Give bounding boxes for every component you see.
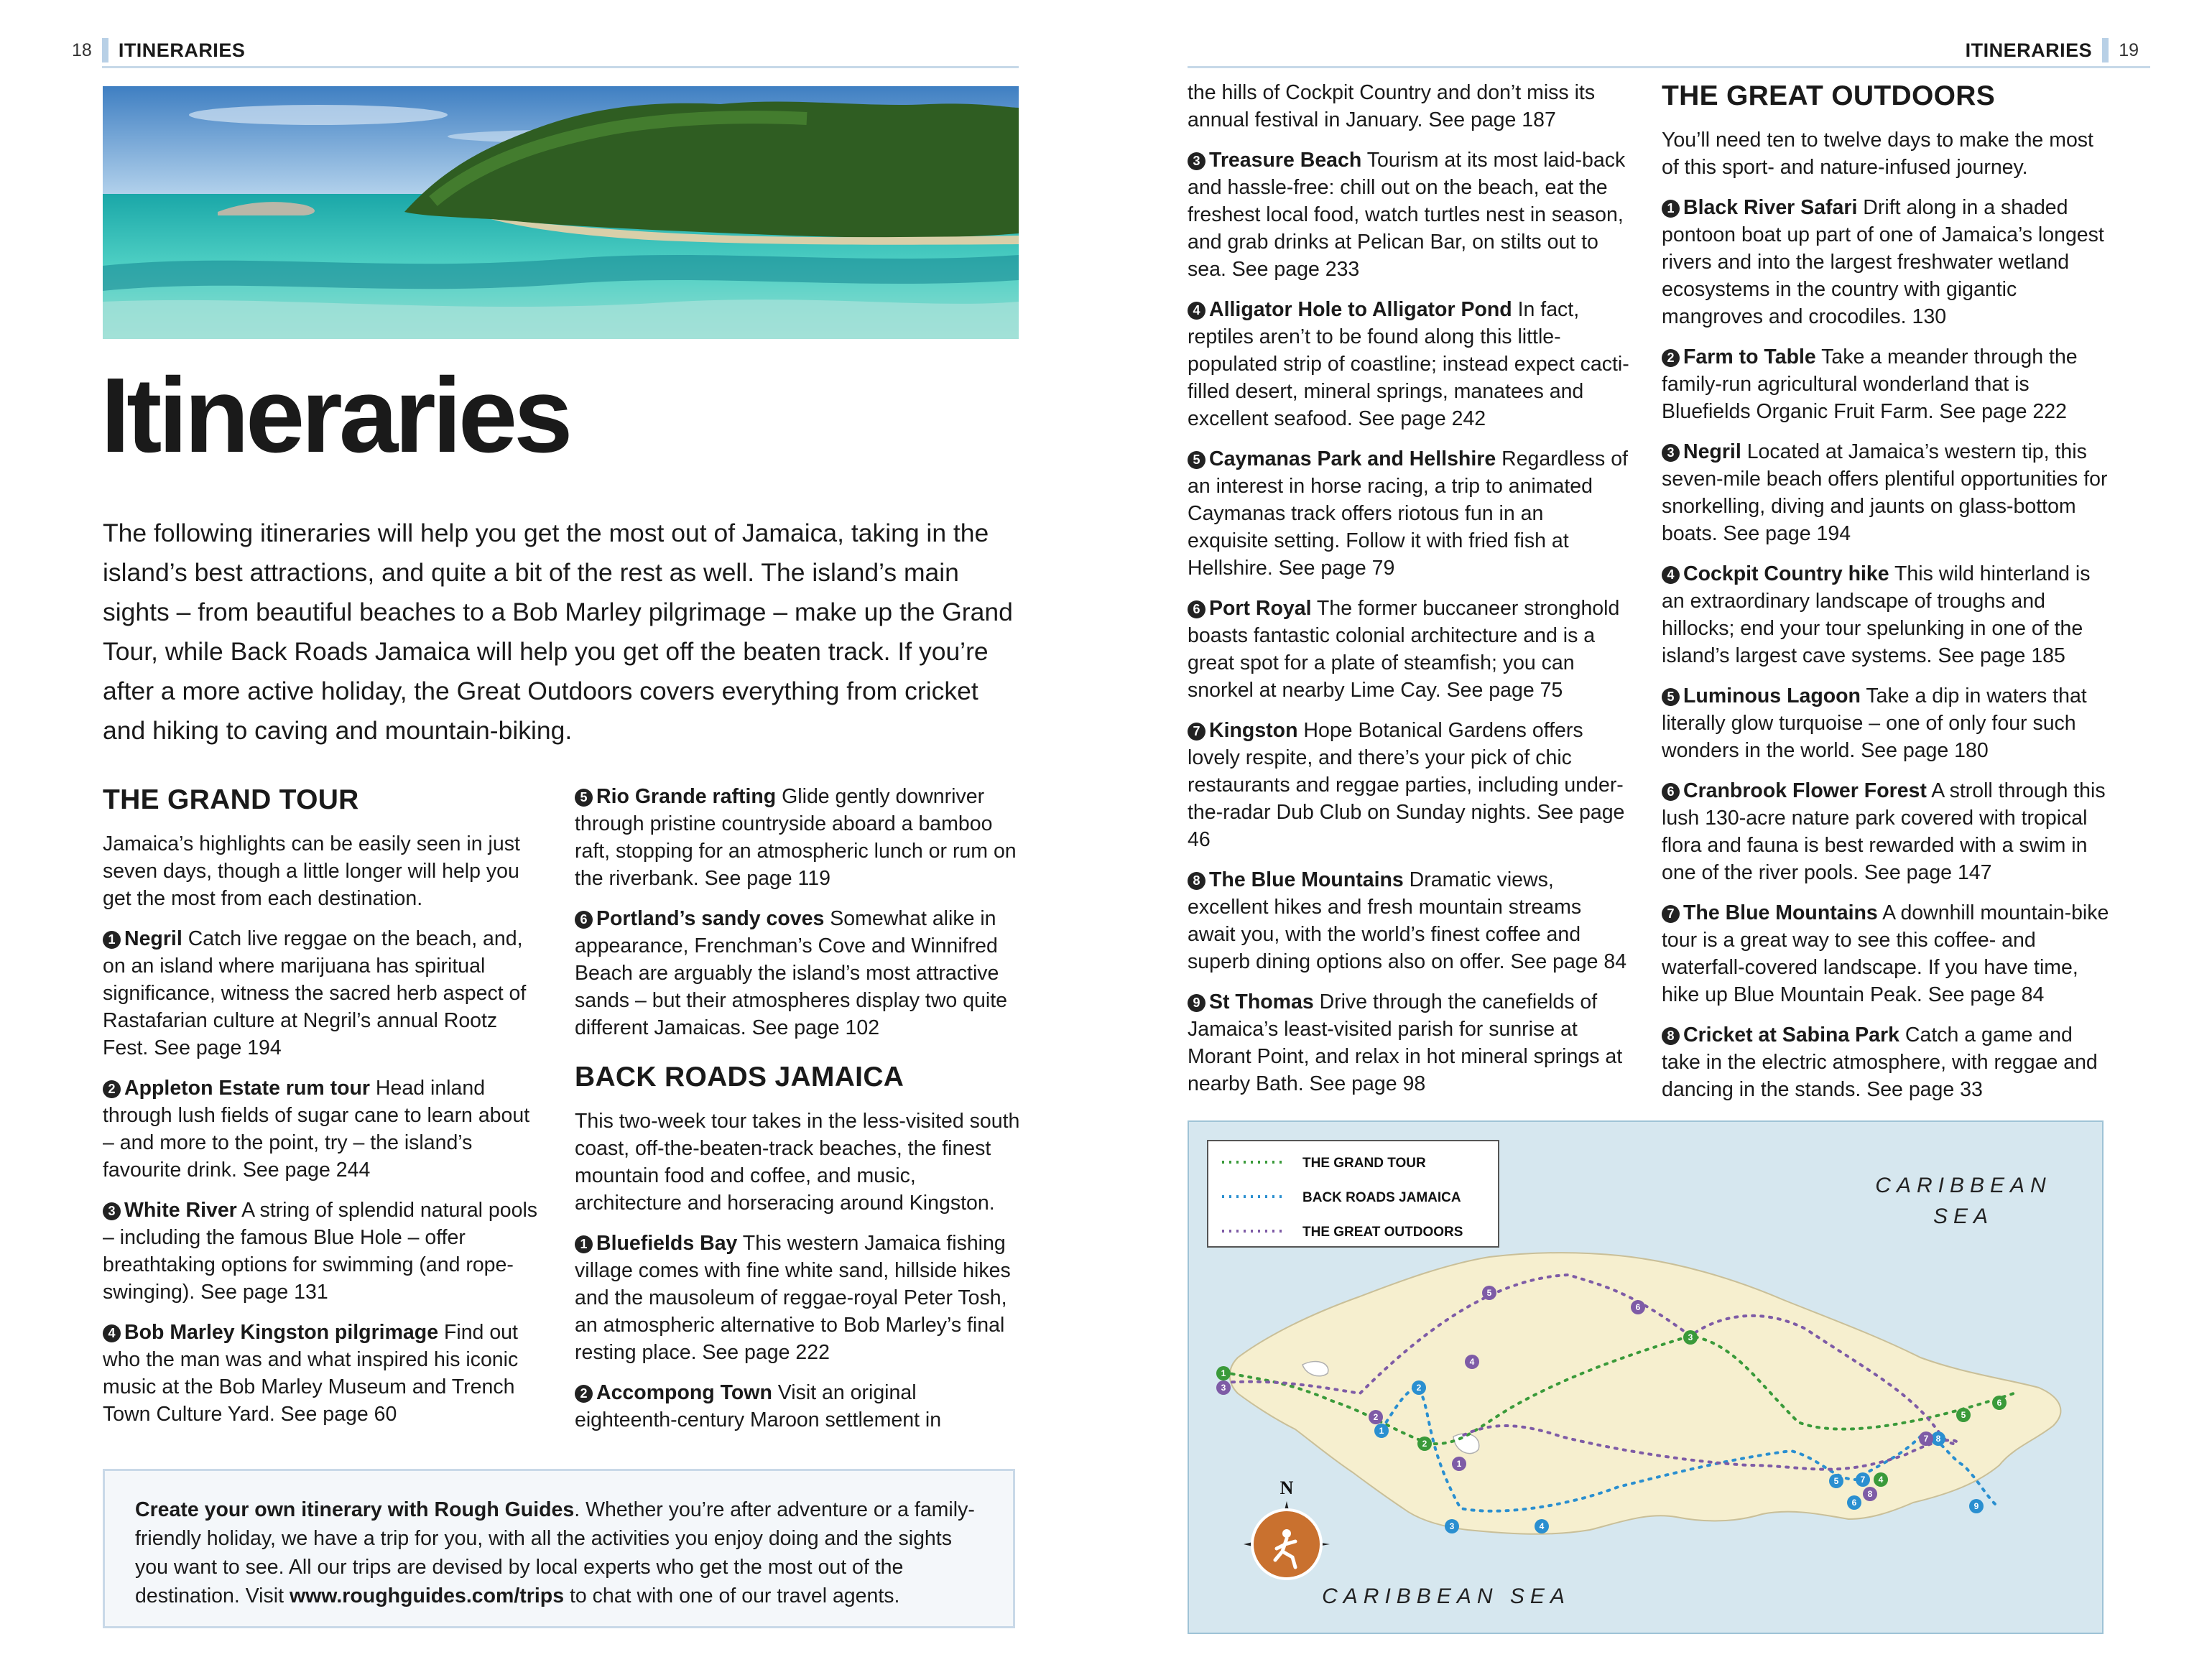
item-title: Negril bbox=[1683, 440, 1741, 463]
item-title: The Blue Mountains bbox=[1209, 868, 1404, 891]
grand-tour-item bbox=[575, 905, 1020, 1041]
item-text: Dramatic views, excellent hikes and fresh mountain streams await you, with the world’s finest coffee and superb dining options also on offer. See page 84 bbox=[1188, 868, 1627, 973]
item-text: Take a meander through the family-run agricultural wonderland that is Bluefields Organic Fruit Farm. See page 222 bbox=[1662, 345, 2078, 423]
map-marker bbox=[1216, 1380, 1231, 1395]
map-marker bbox=[1369, 1410, 1383, 1424]
running-head-right bbox=[1183, 36, 2139, 65]
item-title: Treasure Beach bbox=[1209, 149, 1362, 172]
page-number-left: 18 bbox=[72, 40, 92, 60]
number-badge: 5 bbox=[1662, 688, 1680, 706]
great-outdoors-item bbox=[1662, 560, 2111, 669]
legend-label: BACK ROADS JAMAICA bbox=[1302, 1190, 1461, 1205]
marker-label: 4 bbox=[1469, 1357, 1475, 1367]
item-title: Appleton Estate rum tour bbox=[124, 1077, 371, 1100]
great-outdoors-item bbox=[1662, 438, 2111, 547]
item-title: Farm to Table bbox=[1683, 345, 1816, 368]
grand-tour-heading: THE GRAND TOUR bbox=[103, 784, 359, 815]
map-legend bbox=[1208, 1141, 1499, 1247]
number-badge: 6 bbox=[1662, 783, 1680, 801]
item-text: Find out who the man was and what inspired his iconic music at the Bob Marley Museum and Trench Town Culture Yard. See page 60 bbox=[103, 1321, 519, 1426]
map-marker bbox=[1874, 1472, 1888, 1487]
marker-label: 2 bbox=[1373, 1412, 1379, 1422]
back-roads-item bbox=[1188, 595, 1629, 704]
item-text: Head inland through lush fields of sugar cane to learn about – and more to the point, try – the island’s favourite drink. See page 244 bbox=[103, 1077, 530, 1182]
item-text: This western Jamaica fishing village comes with fine white sand, hillside hikes and the mausoleum of reggae-royal Peter Tosh, an atmospheric alternative to Bob Marley’s final resting place. See page 222 bbox=[575, 1232, 1011, 1364]
map-marker bbox=[1465, 1355, 1479, 1369]
item-title: Bob Marley Kingston pilgrimage bbox=[124, 1321, 439, 1344]
promo-body-end: to chat with one of our travel agents. bbox=[564, 1584, 900, 1607]
map-marker bbox=[1412, 1380, 1426, 1395]
number-badge: 5 bbox=[575, 789, 593, 807]
number-badge: 7 bbox=[1662, 905, 1680, 923]
map-marker bbox=[1969, 1499, 1984, 1513]
marker-label: 5 bbox=[1833, 1476, 1839, 1486]
item-title: Cockpit Country hike bbox=[1683, 562, 1889, 585]
number-badge: 6 bbox=[1188, 600, 1205, 618]
great-outdoors-intro: You’ll need ten to twelve days to make the most of this sport- and nature-infused journey. bbox=[1662, 129, 2093, 179]
marker-label: 5 bbox=[1961, 1410, 1966, 1420]
legend-label: THE GRAND TOUR bbox=[1302, 1156, 1426, 1171]
promo-url-link[interactable]: www.roughguides.com/trips bbox=[289, 1584, 565, 1607]
compass-north-label: N bbox=[1279, 1477, 1294, 1498]
back-roads-item bbox=[1188, 717, 1629, 853]
marker-label: 4 bbox=[1539, 1521, 1545, 1531]
item-text: Catch a game and take in the electric atmosphere, with reggae and dancing in the stands. See page 33 bbox=[1662, 1024, 2098, 1101]
item-title: Caymanas Park and Hellshire bbox=[1209, 447, 1496, 470]
grand-tour-intro: Jamaica’s highlights can be easily seen in just seven days, though a little longer will help you get the most from each destination. bbox=[103, 832, 520, 910]
number-badge: 5 bbox=[1188, 451, 1205, 469]
intro-paragraph: The following itineraries will help you get the most out of Jamaica, taking in the island’s best attractions, and quite a bit of the rest as well. The island’s main sights – from beautiful beaches to a Bob Marley pilgrimage – make up the Grand Tour, while Back Roads Jamaica will help you get off the beaten track. If you’re after a more active holiday, the Great Outdoors covers everything from cricket and hiking to caving and mountain-biking. bbox=[103, 519, 1013, 745]
sea-label-north: CARIBBEAN bbox=[1875, 1174, 2052, 1197]
great-outdoors-heading: THE GREAT OUTDOORS bbox=[1662, 80, 1996, 111]
back-roads-item bbox=[575, 1230, 1020, 1366]
grand-tour-column bbox=[103, 783, 545, 1441]
item-text: Located at Jamaica’s western tip, this seven-mile beach offers plentiful opportunities for snorkelling, diving and jaunts on glass-bottom boats. See page 194 bbox=[1662, 440, 2108, 545]
map-marker bbox=[1992, 1396, 2007, 1410]
item-title: Cranbrook Flower Forest bbox=[1683, 779, 1927, 802]
back-roads-item bbox=[1188, 445, 1629, 582]
marker-label: 8 bbox=[1935, 1434, 1941, 1444]
marker-label: 1 bbox=[1379, 1426, 1384, 1436]
running-head-rule-left bbox=[102, 66, 1019, 68]
running-head-bar bbox=[2102, 38, 2109, 62]
map-marker bbox=[1631, 1300, 1645, 1314]
back-roads-item bbox=[1188, 296, 1629, 432]
item-title: Rio Grande rafting bbox=[596, 785, 777, 808]
item-title: Black River Safari bbox=[1683, 196, 1858, 219]
grand-tour-item bbox=[103, 925, 545, 1062]
item-text: A downhill mountain-bike tour is a great way to see this coffee- and waterfall-covered landscape. If you have time, hike up Blue Mountain Peak. See page 84 bbox=[1662, 901, 2109, 1006]
number-badge: 8 bbox=[1662, 1027, 1680, 1045]
marker-label: 1 bbox=[1456, 1459, 1462, 1469]
item-text: Hope Botanical Gardens offers lovely respite, and there’s your pick of chic restaurants and reggae parties, including under-the-radar Dub Club on Sunday nights. See page 46 bbox=[1188, 719, 1625, 851]
marker-label: 8 bbox=[1867, 1489, 1873, 1499]
item-text: Visit an original eighteenth-century Maroon settlement in bbox=[575, 1381, 942, 1431]
beach-photo bbox=[103, 86, 1019, 339]
back-roads-item bbox=[1188, 866, 1629, 975]
back-roads-item bbox=[575, 1379, 1020, 1434]
number-badge: 7 bbox=[1188, 723, 1205, 741]
grand-tour-item bbox=[103, 1197, 545, 1306]
map-marker bbox=[1847, 1495, 1861, 1510]
back-roads-item bbox=[1188, 147, 1629, 283]
item-text: In fact, reptiles aren’t to be found along this little-populated strip of coastline; instead expect cacti-filled desert, mineral springs, manatees and excellent seafood. See page 242 bbox=[1188, 298, 1629, 430]
item-title: Alligator Hole to Alligator Pond bbox=[1209, 298, 1512, 321]
item-title: Bluefields Bay bbox=[596, 1232, 738, 1255]
number-badge: 2 bbox=[1662, 349, 1680, 367]
number-badge: 9 bbox=[1188, 994, 1205, 1012]
item-title: Negril bbox=[124, 927, 182, 950]
page-title: Itineraries bbox=[101, 356, 570, 475]
item-title: Luminous Lagoon bbox=[1683, 684, 1861, 707]
grand-tour-item bbox=[103, 1319, 545, 1428]
legend-label: THE GREAT OUTDOORS bbox=[1302, 1225, 1463, 1240]
marker-label: 3 bbox=[1221, 1383, 1226, 1393]
map-marker bbox=[1445, 1519, 1459, 1533]
left-page bbox=[0, 0, 1094, 1680]
great-outdoors-item bbox=[1662, 1021, 2111, 1103]
map-marker bbox=[1683, 1330, 1698, 1345]
back-roads-continued-lead: the hills of Cockpit Country and don’t miss its annual festival in January. See page 187 bbox=[1188, 81, 1596, 131]
map-marker bbox=[1374, 1424, 1389, 1438]
marker-label: 5 bbox=[1486, 1288, 1492, 1298]
number-badge: 8 bbox=[1188, 872, 1205, 890]
item-text: Catch live reggae on the beach, and, on an island where marijuana has spiritual significance, witness the sacred herb aspect of Rastafarian culture at Negril’s annual Rootz Fest. See page 194 bbox=[103, 927, 527, 1059]
grand-tour-item bbox=[575, 783, 1020, 892]
item-text: Somewhat alike in appearance, Frenchman’s Cove and Winnifred Beach are arguably the island’s most attractive sands – but their atmospheres display two quite different Jamaicas. See page 102 bbox=[575, 907, 1008, 1039]
item-text: This wild hinterland is an extraordinary landscape of troughs and hillocks; end your tour spelunking in one of the island’s largest cave systems. See page 185 bbox=[1662, 562, 2091, 667]
map-marker bbox=[1452, 1457, 1466, 1471]
item-text: Tourism at its most laid-back and hassle-free: chill out on the beach, eat the freshest local food, watch turtles nest in season, and grab drinks at Pelican Bar, on stilts out to sea. See page 233 bbox=[1188, 149, 1626, 281]
item-title: Portland’s sandy coves bbox=[596, 907, 825, 930]
item-title: Cricket at Sabina Park bbox=[1683, 1024, 1899, 1046]
running-head-bar bbox=[102, 38, 108, 62]
item-text: Take a dip in waters that literally glow turquoise – one of only four such wonders in the world. See page 180 bbox=[1662, 684, 2087, 762]
jamaica-map-svg bbox=[1188, 1120, 2104, 1634]
map-marker bbox=[1956, 1408, 1971, 1422]
number-badge: 6 bbox=[575, 911, 593, 929]
item-text: A string of splendid natural pools – including the famous Blue Hole – offer breathtaking options for swimming (and rope-swinging). See page 131 bbox=[103, 1199, 538, 1304]
number-badge: 2 bbox=[103, 1080, 121, 1098]
marker-label: 2 bbox=[1422, 1439, 1427, 1449]
map-marker bbox=[1829, 1474, 1843, 1488]
great-outdoors-item bbox=[1662, 899, 2111, 1008]
page-number-right: 19 bbox=[2119, 40, 2139, 60]
running-head-title-left: ITINERARIES bbox=[118, 39, 246, 61]
grand-tour-column-2 bbox=[575, 783, 1020, 1447]
running-head-rule-right bbox=[1188, 66, 2150, 68]
grand-tour-item bbox=[103, 1075, 545, 1184]
number-badge: 3 bbox=[1662, 444, 1680, 462]
itinerary-map bbox=[1188, 1120, 2104, 1634]
marker-label: 6 bbox=[1635, 1302, 1641, 1312]
sea-label-south: CARIBBEAN SEA bbox=[1322, 1584, 1570, 1608]
great-outdoors-item bbox=[1662, 194, 2111, 330]
item-text: Drive through the canefields of Jamaica’s least-visited parish for sunrise at Morant Point, and relax in hot mineral springs at nearby Bath. See page 98 bbox=[1188, 990, 1623, 1095]
marker-label: 4 bbox=[1878, 1475, 1884, 1485]
running-head-title-right: ITINERARIES bbox=[1965, 39, 2093, 61]
item-text: Drift along in a shaded pontoon boat up part of one of Jamaica’s longest rivers and into the largest freshwater wetland ecosystems in the country with gigantic mangroves and crocodiles. 130 bbox=[1662, 196, 2104, 328]
number-badge: 1 bbox=[103, 931, 121, 949]
item-title: Port Royal bbox=[1209, 597, 1312, 620]
marker-label: 6 bbox=[1996, 1398, 2002, 1408]
great-outdoors-column bbox=[1662, 79, 2111, 1116]
item-text: The former buccaneer stronghold boasts fantastic colonial architecture and is a great spot for a plate of steamfish; you can snorkel at nearby Lime Cay. See page 75 bbox=[1188, 597, 1620, 702]
back-roads-intro: This two-week tour takes in the less-visited south coast, off-the-beaten-track beaches, the finest mountain food and coffee, and music, architecture and horseracing around Kingston. bbox=[575, 1110, 1020, 1215]
back-roads-heading: BACK ROADS JAMAICA bbox=[575, 1062, 904, 1092]
number-badge: 4 bbox=[103, 1324, 121, 1342]
map-marker bbox=[1863, 1487, 1877, 1501]
number-badge: 4 bbox=[1188, 302, 1205, 320]
item-title: The Blue Mountains bbox=[1683, 901, 1878, 924]
number-badge: 1 bbox=[1662, 200, 1680, 218]
marker-label: 1 bbox=[1221, 1368, 1226, 1378]
promo-text bbox=[135, 1495, 983, 1610]
marker-label: 7 bbox=[1923, 1434, 1929, 1444]
marker-label: 2 bbox=[1416, 1383, 1422, 1393]
marker-label: 3 bbox=[1449, 1521, 1455, 1531]
map-marker bbox=[1482, 1286, 1496, 1300]
running-head-left bbox=[72, 36, 1019, 65]
number-badge: 2 bbox=[575, 1385, 593, 1403]
item-title: White River bbox=[124, 1199, 237, 1222]
promo-body: . Whether you’re after adventure or a family-friendly holiday, we have a trip for you, with all the activities you enjoy doing and the sights you want to see. All our trips are devised by local experts who get the most out of the destination. Visit bbox=[135, 1498, 975, 1607]
number-badge: 1 bbox=[575, 1235, 593, 1253]
map-marker bbox=[1216, 1366, 1231, 1380]
marker-label: 6 bbox=[1851, 1498, 1857, 1508]
map-marker bbox=[1856, 1472, 1870, 1487]
great-outdoors-item bbox=[1662, 343, 2111, 425]
number-badge: 3 bbox=[1188, 152, 1205, 170]
rough-guides-promo-box bbox=[103, 1469, 1015, 1628]
map-marker bbox=[1417, 1437, 1432, 1451]
marker-label: 9 bbox=[1973, 1501, 1979, 1511]
number-badge: 4 bbox=[1662, 566, 1680, 584]
back-roads-item bbox=[1188, 988, 1629, 1097]
promo-lead: Create your own itinerary with Rough Guides bbox=[135, 1498, 575, 1521]
right-page bbox=[1094, 0, 2189, 1680]
marker-label: 7 bbox=[1860, 1475, 1866, 1485]
number-badge: 3 bbox=[103, 1202, 121, 1220]
item-title: Accompong Town bbox=[596, 1381, 772, 1404]
great-outdoors-item bbox=[1662, 682, 2111, 764]
item-text: Glide gently downriver through pristine countryside aboard a bamboo raft, stopping for an atmospheric lunch or rum on the riverbank. See page 119 bbox=[575, 785, 1017, 890]
item-text: A stroll through this lush 130-acre nature park covered with tropical flora and fauna is best rewarded with a swim in one of the river pools. See page 147 bbox=[1662, 779, 2106, 884]
item-text: Regardless of an interest in horse racing, a trip to animated Caymanas track offers riotous fun in an exquisite setting. Follow it with fried fish at Hellshire. See page 79 bbox=[1188, 447, 1628, 580]
marker-label: 3 bbox=[1688, 1332, 1693, 1342]
item-title: St Thomas bbox=[1209, 990, 1314, 1013]
item-title: Kingston bbox=[1209, 719, 1298, 742]
sea-label-north-2: SEA bbox=[1933, 1205, 1994, 1228]
back-roads-column-continued bbox=[1188, 79, 1629, 1110]
map-marker bbox=[1919, 1431, 1933, 1446]
map-marker bbox=[1535, 1519, 1549, 1533]
great-outdoors-item bbox=[1662, 777, 2111, 886]
